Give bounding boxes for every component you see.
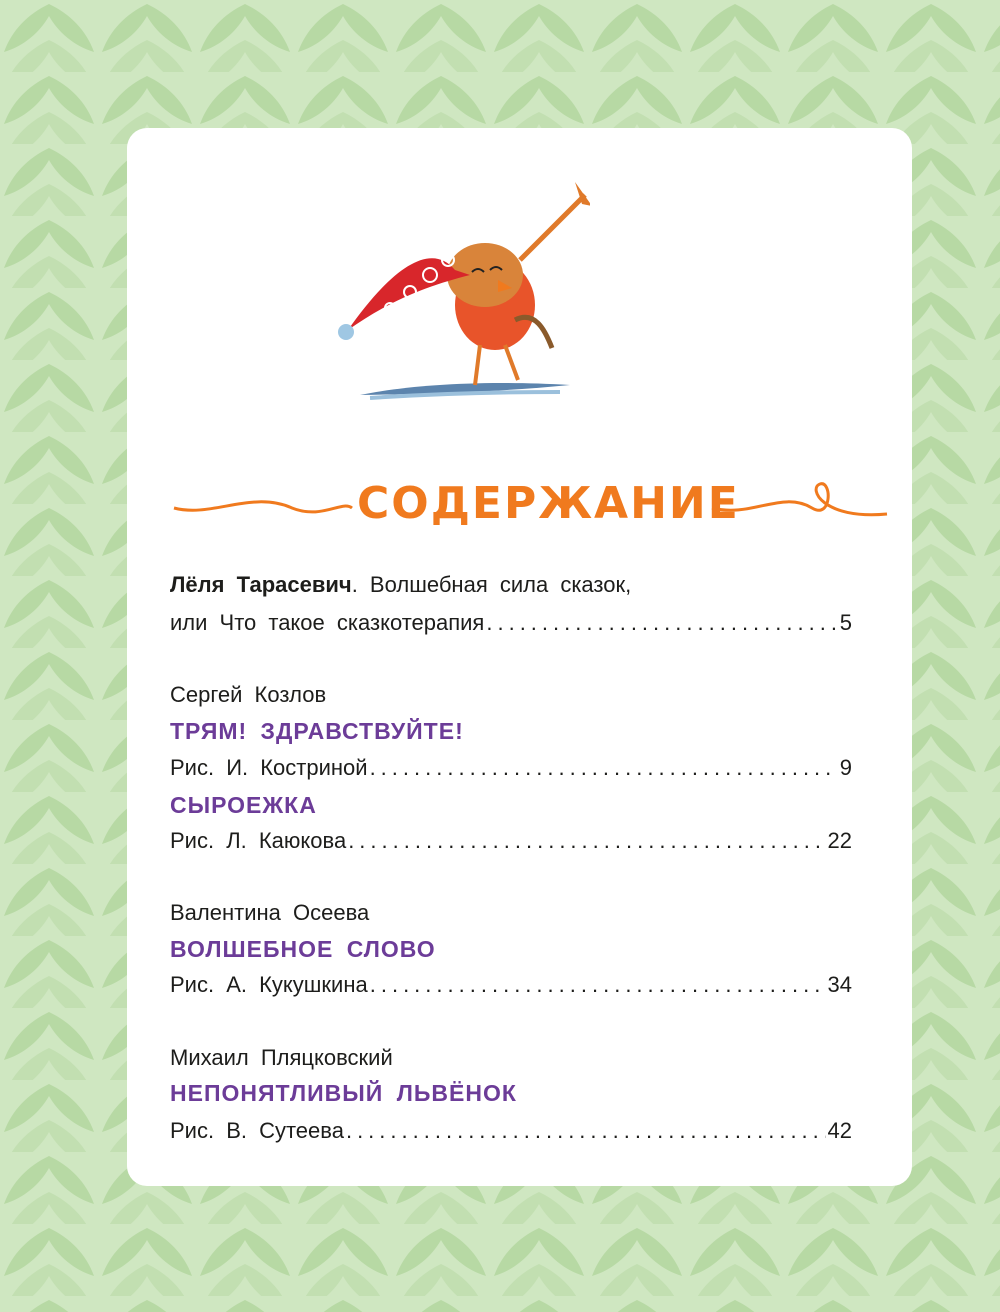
illustrator-volshebnoe-slovo: Рис. А. Кукушкина <box>170 972 368 997</box>
story-title-tryam[interactable]: ТРЯМ! ЗДРАВСТВУЙТЕ! <box>170 718 464 744</box>
story-title-syroezhka[interactable]: СЫРОЕЖКА <box>170 792 317 818</box>
intro-line-1 <box>170 572 852 598</box>
intro-page: 5 <box>839 610 852 635</box>
story-line-volshebnoe-slovo[interactable] <box>170 972 852 998</box>
illustrator-neponyatlivy-lvyonok: Рис. В. Сутеева <box>170 1118 344 1143</box>
story-line-tryam[interactable] <box>170 755 852 781</box>
story-title-neponyatlivy-lvyonok[interactable]: НЕПОНЯТЛИВЫЙ ЛЬВЁНОК <box>170 1080 517 1106</box>
intro-line-2[interactable] <box>170 610 852 636</box>
leader-dots <box>370 755 838 781</box>
leader-dots <box>346 1118 826 1144</box>
story-line-syroezhka[interactable] <box>170 828 852 854</box>
intro-title-part1: . Волшебная сила сказок, <box>351 572 632 597</box>
section-author-kozlov: Сергей Козлов <box>170 682 327 707</box>
leader-dots <box>370 972 826 998</box>
owl-trumpet-illustration <box>330 180 590 410</box>
story-title-volshebnoe-slovo[interactable]: ВОЛШЕБНОЕ СЛОВО <box>170 936 436 962</box>
leader-dots <box>348 828 825 854</box>
contents-heading <box>172 470 892 550</box>
leader-dots <box>486 610 837 636</box>
section-author-oseeva: Валентина Осеева <box>170 900 370 925</box>
intro-author: Лёля Тарасевич <box>170 572 352 597</box>
illustrator-syroezhka: Рис. Л. Каюкова <box>170 828 347 853</box>
page-neponyatlivy-lvyonok: 42 <box>827 1118 852 1143</box>
story-line-neponyatlivy-lvyonok[interactable] <box>170 1118 852 1144</box>
section-author-plyatskovsky: Михаил Пляцковский <box>170 1045 393 1070</box>
page-syroezhka: 22 <box>827 828 852 853</box>
page-volshebnoe-slovo: 34 <box>827 972 852 997</box>
illustrator-tryam: Рис. И. Костриной <box>170 755 368 780</box>
page-tryam: 9 <box>839 755 852 780</box>
page-title: СОДЕРЖАНИЕ <box>357 478 740 529</box>
intro-title-part2: или Что такое сказкотерапия <box>170 610 485 635</box>
